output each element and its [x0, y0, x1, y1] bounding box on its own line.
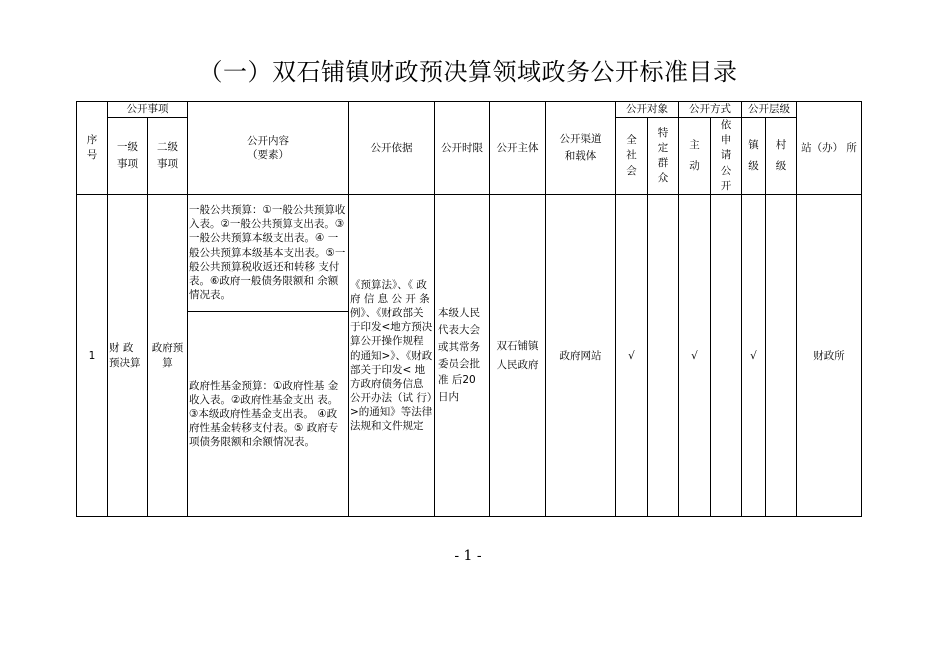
- check-village: [766, 195, 797, 517]
- header-level1: 一级事项: [108, 118, 148, 195]
- header-mode-group: 公开方式: [679, 102, 742, 118]
- header-level2: 二级事项: [148, 118, 188, 195]
- check-active: √: [679, 195, 711, 517]
- cell-content-general-budget: 一般公共预算：①一般公共预算收入表。②一般公共预算支出表。③一般公共预算本级支出表。④ 一般公共预算本级基本支出表。⑤一般公共预算税收返还和转移 支付表。⑥政府一般债务限额和 余额情况表。: [188, 195, 349, 312]
- header-level-town: 镇级: [742, 118, 766, 195]
- cell-subject: 双石铺镇人民政府: [490, 195, 546, 517]
- table-row: [77, 195, 862, 312]
- check-town: √: [742, 195, 766, 517]
- cell-seq: 1: [77, 195, 108, 517]
- check-all: √: [616, 195, 648, 517]
- header-level-village: 村级: [766, 118, 797, 195]
- cell-content-fund-budget: 政府性基金预算：①政府性基 金收入表。②政府性基金支出 表。③本级政府性基金支出表。 ④政府性基金转移支付表。⑤ 政府专项债务限额和余额情况表。: [188, 312, 349, 517]
- header-subject: 公开主体: [490, 102, 546, 195]
- cell-time: 本级人民代表大会或其常务委员会批准 后20日内: [435, 195, 490, 517]
- header-target-group: 公开对象: [616, 102, 679, 118]
- cell-office: 财政所: [797, 195, 862, 517]
- header-basis: 公开依据: [349, 102, 435, 195]
- header-mode-apply: 依申请公开: [711, 118, 742, 195]
- catalog-table: [76, 101, 862, 517]
- cell-basis: 《预算法》、《 政 府 信 息 公 开 条 例》、《财政部关于印发<地方预决算公开操作规程的通知>》、《财政部关于印发< 地方政府债务信息公开办法（试 行）>的通知》等法律法规和文件规定: [349, 195, 435, 517]
- header-seq: 序号: [77, 102, 108, 195]
- header-mode-active: 主动: [679, 118, 711, 195]
- header-matter-group: 公开事项: [108, 102, 188, 118]
- cell-level2: 政府预算: [148, 195, 188, 517]
- header-time: 公开时限: [435, 102, 490, 195]
- check-apply: [711, 195, 742, 517]
- header-office: 站（办） 所: [797, 102, 862, 195]
- check-specific: [648, 195, 679, 517]
- document-title: （一）双石铺镇财政预决算领域政务公开标准目录: [198, 58, 738, 86]
- header-channel: 公开渠道和载体: [546, 102, 616, 195]
- header-level-group: 公开层级: [742, 102, 797, 118]
- header-content: 公开内容 （要素）: [188, 102, 349, 195]
- cell-channel: 政府网站: [546, 195, 616, 517]
- header-target-specific: 特定群众: [648, 118, 679, 195]
- cell-level1: 财 政 预决算: [108, 195, 148, 517]
- header-target-all: 全社会: [616, 118, 648, 195]
- page-number: - 1 -: [454, 548, 482, 564]
